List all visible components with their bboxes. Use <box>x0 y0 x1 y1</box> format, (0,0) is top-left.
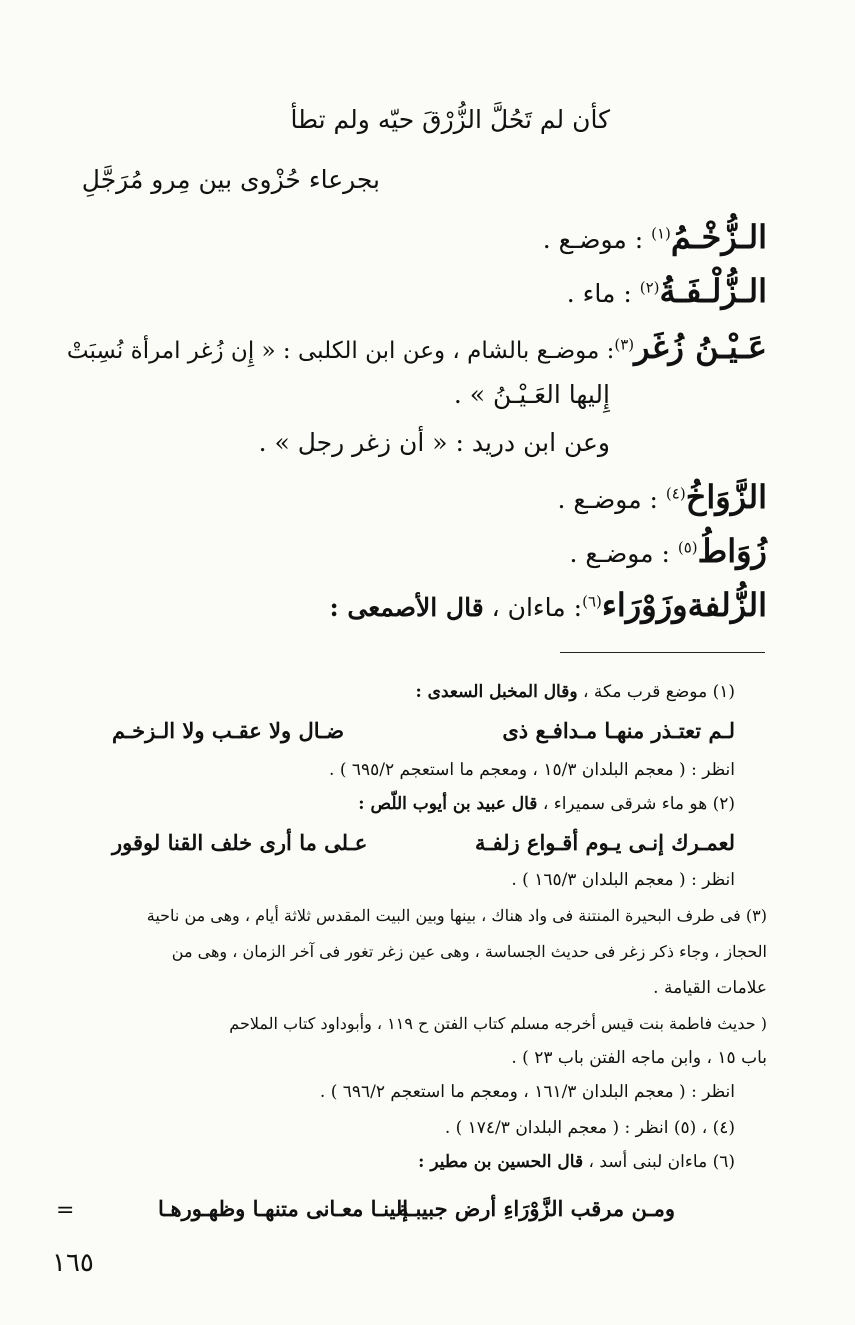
footnote-4-5: (٤) ، (٥) انظر : ( معجم البلدان ١٧٤/٣ ) . <box>444 1118 735 1138</box>
footnote-6-verse-a: ومـن مرقب الزَّوْرَاءِ أرض جبيبـة <box>398 1196 675 1221</box>
footnote-1-verse-b: ضـال ولا عقـب ولا الـزخـم <box>112 718 345 743</box>
headword: الزَّوَاخُ <box>685 478 767 516</box>
footnote-3-line-6: انظر : ( معجم البلدان ١٦١/٣ ، ومعجم ما استعجم ٦٩٦/٢ ) . <box>319 1082 735 1102</box>
footnote-3-line-5: باب ١٥ ، وابن ماجه الفتن باب ٢٣ ) . <box>511 1048 767 1068</box>
footnote-3-line-3: علامات القيامة . <box>653 978 767 998</box>
footnote-1-ref: انظر : ( معجم البلدان ١٥/٣ ، ومعجم ما استعجم ٦٩٥/٢ ) . <box>329 760 735 780</box>
footnote-6 <box>418 1152 735 1172</box>
footnote-ref: (١) <box>651 224 671 243</box>
footnote-1-bold: وقال المخبل السعدى : <box>415 682 578 702</box>
headword: الـزُّخْـمُ <box>670 218 767 256</box>
footnote-2-intro: (٢) هو ماء شرقى سميراء ، <box>542 794 735 814</box>
footnote-ref: (٥) <box>677 538 698 557</box>
footnote-3-line-1: (٣) فى طرف البحيرة المنتنة فى واد هناك ، بينها وبين البيت المقدس ثلاثة أيام ، وهى من ناحية <box>146 906 767 925</box>
verse-line-2: بجرعاء حُزْوى بين مِرو مُرَجَّلِ <box>81 165 380 194</box>
entry-text: : موضـع بالشام ، وعن ابن الكلبى : « إِن زُغر امرأة نُسِبَتْ <box>66 338 615 364</box>
footnote-6-verse-b: إلينـا معـانى متنهـا وظهـورهـا <box>158 1196 409 1221</box>
entry-text: : موضـع . <box>557 485 658 514</box>
footnote-3-line-4: ( حديث فاطمة بنت قيس أخرجه مسلم كتاب الفتن ح ١١٩ ، وأبوداود كتاب الملاحم <box>229 1014 767 1033</box>
entry-zuwat <box>569 532 767 570</box>
footnote-2-verse-b: عـلى ما أرى خلف القنا لوقور <box>112 830 368 855</box>
entry-text: : ماءان ، <box>491 593 583 622</box>
footnote-6-intro: (٦) ماءان لبنى أسد ، <box>588 1152 735 1172</box>
footnote-6-bold: قال الحسين بن مطير : <box>418 1152 584 1172</box>
footnote-1 <box>415 682 735 702</box>
entry-ayn-zughar-cont-2: وعن ابن دريد : « أن زغر رجل » . <box>258 428 610 457</box>
footnote-ref: (٢) <box>639 278 660 297</box>
entry-ayn-zughar-cont-1: إِليها العَـيْـنُ » . <box>453 380 610 409</box>
footnote-separator <box>560 652 765 653</box>
entry-text: : ماء . <box>566 279 632 308</box>
footnote-3-line-2: الحجاز ، وجاء ذكر زغر فى حديث الجساسة ، وهى عين زغر تغور فى آخر الزمان ، وهى من <box>171 942 767 961</box>
footnote-ref: (٦) <box>582 592 602 611</box>
page-number: ١٦٥ <box>52 1248 94 1278</box>
entry-text: : موضـع . <box>569 539 670 568</box>
footnote-2-verse-a: لعمـرك إنـى يـوم أقـواع زلفـة <box>475 830 735 855</box>
footnote-ref: (٤) <box>665 484 686 503</box>
footnote-ref: (٣) <box>614 335 635 354</box>
entry-zawakh <box>558 478 767 516</box>
footnote-1-verse-a: لـم تعتـذر منهـا مـدافـع ذى <box>502 718 735 743</box>
continuation-mark: = <box>56 1198 75 1223</box>
headword: الزُّلفةوزَوْرَاء <box>601 586 767 624</box>
entry-zulfa <box>567 272 767 310</box>
footnote-2-bold: قال عبيد بن أيوب اللّص : <box>358 794 538 814</box>
entry-ayn-zughar <box>67 328 767 366</box>
footnote-2 <box>358 794 735 814</box>
footnote-1-intro: (١) موضع قرب مكة ، <box>582 682 735 702</box>
entry-text: : موضـع . <box>542 225 644 254</box>
verse-line-1: كأن لم تَحُلَّ الزُّرْقَ حيّه ولم تطأ <box>290 105 610 134</box>
entry-text-bold: قال الأصمعى : <box>329 593 484 622</box>
entry-zulfa-wa-zawra <box>330 586 768 624</box>
headword: زُوَاطُ <box>697 532 767 570</box>
headword: عَـيْـنُ زُغَر <box>634 328 767 366</box>
entry-zukhm <box>543 218 767 256</box>
footnote-2-ref: انظر : ( معجم البلدان ١٦٥/٣ ) . <box>511 870 735 890</box>
headword: الـزُّلْـفَـةُ <box>659 272 767 310</box>
